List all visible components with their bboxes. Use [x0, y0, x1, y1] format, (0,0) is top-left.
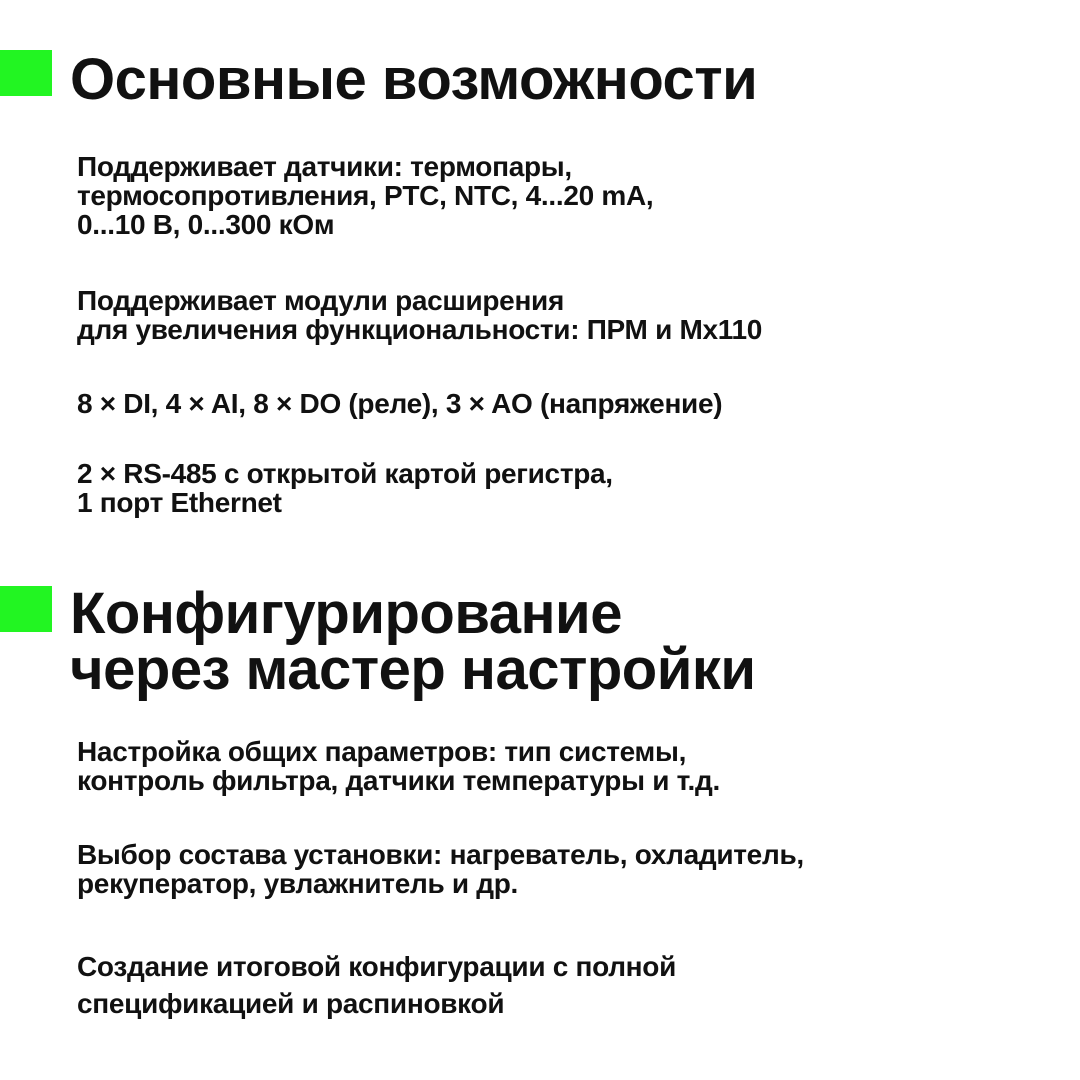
config-installation-text [77, 840, 804, 898]
section-title-line: Конфигурирование [70, 581, 622, 646]
section-title-main-features [70, 47, 758, 112]
section-marker-square [0, 50, 52, 96]
text-line: Создание итоговой конфигурации с полной [77, 951, 677, 982]
text-line: Поддерживает датчики: термопары, [77, 151, 572, 182]
section-title-line: через мастер настройки [70, 637, 756, 702]
text-line: термосопротивления, PTC, NTC, 4...20 mA, [77, 180, 654, 211]
feature-interfaces-text [77, 459, 613, 517]
feature-expansion-modules-text [77, 286, 762, 344]
text-line: 8 × DI, 4 × AI, 8 × DO (реле), 3 × AO (напряжение) [77, 388, 723, 419]
feature-io-text [77, 389, 722, 418]
config-final-text [77, 948, 676, 1022]
text-line: 1 порт Ethernet [77, 487, 282, 518]
text-line: спецификацией и распиновкой [77, 988, 505, 1019]
section-marker-square [0, 586, 52, 632]
text-line: 0...10 В, 0...300 кОм [77, 209, 335, 240]
text-line: Выбор состава установки: нагреватель, охладитель, [77, 839, 804, 870]
feature-sensors-text [77, 152, 653, 239]
text-line: рекуператор, увлажнитель и др. [77, 868, 518, 899]
config-general-params-text [77, 737, 720, 795]
text-line: 2 × RS-485 с открытой картой регистра, [77, 458, 613, 489]
text-line: для увеличения функциональности: ПРМ и Мх110 [77, 314, 763, 345]
section-title-line: Основные возможности [70, 47, 758, 112]
section-title-configuration-wizard [70, 581, 756, 702]
text-line: Поддерживает модули расширения [77, 285, 565, 316]
text-line: Настройка общих параметров: тип системы, [77, 736, 687, 767]
text-line: контроль фильтра, датчики температуры и т.д. [77, 765, 720, 796]
